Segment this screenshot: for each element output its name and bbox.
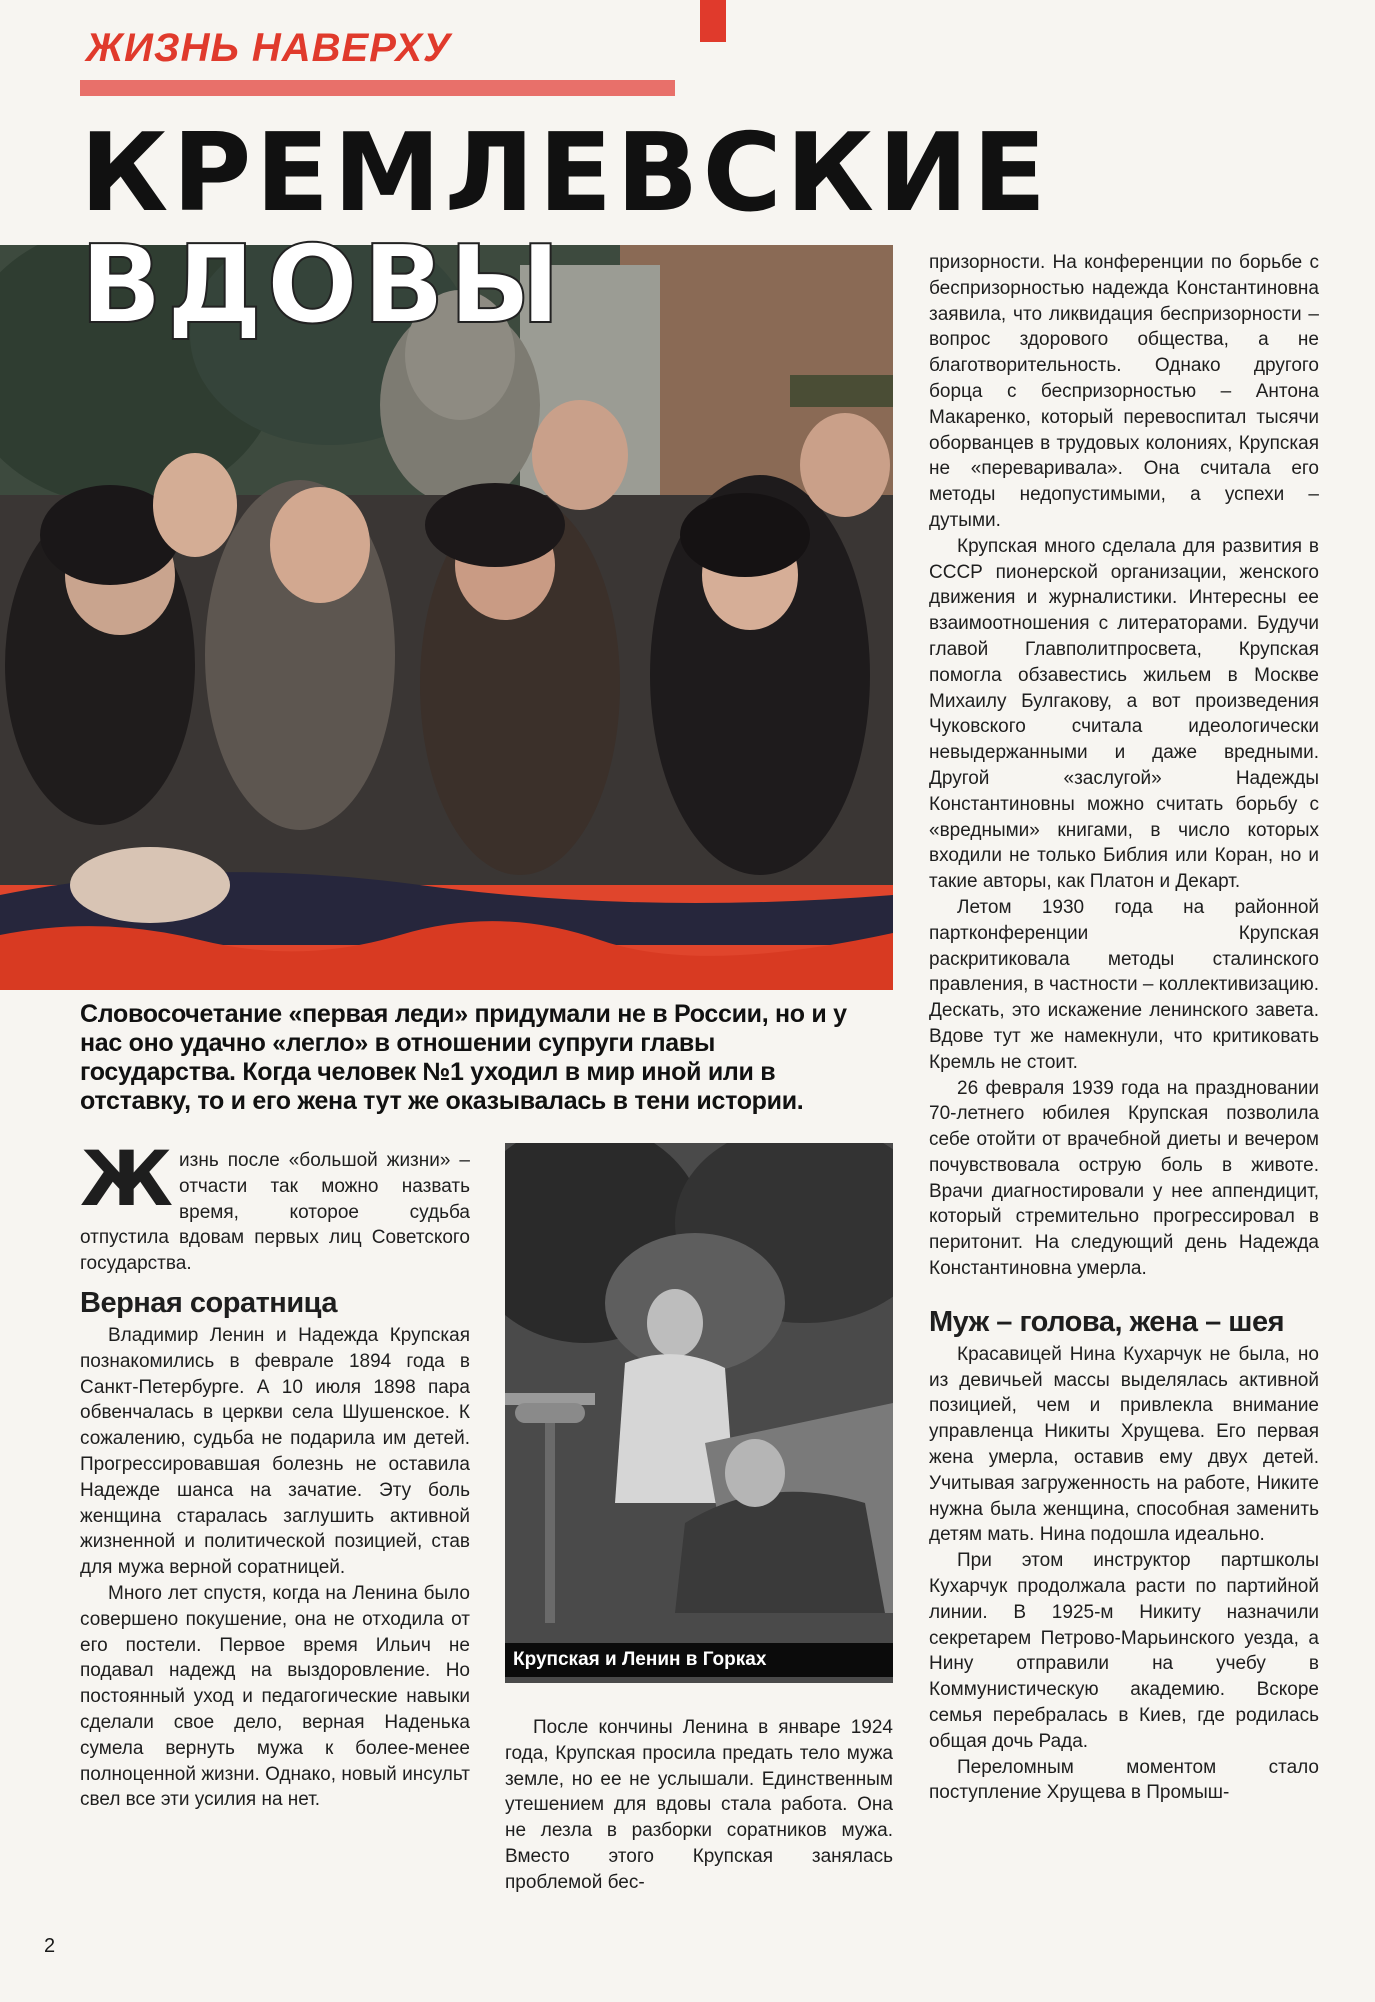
page-number: 2	[44, 1935, 56, 1957]
lead-paragraph: Словосочетание «первая леди» придумали не в России, но и у нас оно удачно «легло» в отношении супруги главы государства. Когда человек №1 уходил в мир иной или в отставку, то и его жена тут же оказывалась в тени истории.	[80, 1000, 847, 1115]
drop-cap: Ж	[80, 1134, 174, 1223]
paragraph: Летом 1930 года на районной партконференции Крупская раскритиковала методы сталинского правления, в частности – коллективизацию. Дескать, это искажение ленинского завета. Вдове тут же намекнули, что критиковать Кремль не стоит.	[929, 896, 1319, 1073]
funeral-photo	[0, 245, 893, 990]
paragraph: Красавицей Нина Кухарчук не была, но из девичьей массы выделялась активной позицией, чем и привлекла внимание управленца Никиты Хрущева. Его первая жена умерла, оставив ему двух детей. Учитывая загруженность на работе, Никите нужна была женщина, способная заменить детям мать. Нина подошла идеально.	[929, 1343, 1319, 1546]
paragraph: Переломным моментом стало поступление Хрущева в Промыш-	[929, 1756, 1319, 1804]
paragraph: После кончины Ленина в январе 1924 года, Крупская просила предать тело мужа земле, но ее не услышали. Единственным утешением для вдовы стала работа. Она не лезла в разборки соратников мужа. Вместо этого Крупская занялась проблемой бес-	[505, 1717, 893, 1893]
rubric-underline	[80, 80, 675, 96]
headline-line-2: ВДОВЫ	[80, 223, 565, 348]
paragraph: Много лет спустя, когда на Ленина было совершено покушение, она не отходила от его постели. Первое время Ильич не подавал надежд на выздоровление. Но постоянный уход и педагогические навыки сделали свое дело, верная Наденька сумела вернуть мужа к более-менее полноценной жизни. Однако, новый инсульт свел все эти усилия на нет.	[80, 1582, 470, 1811]
headline	[80, 111, 1051, 348]
intro-text: изнь после «большой жизни» – отчасти так можно назвать время, которое судьба отпустила вдовам первых лиц Советского государства.	[80, 1150, 470, 1275]
red-tab	[700, 0, 726, 42]
rubric: ЖИЗНЬ НАВЕРХУ	[86, 26, 452, 70]
photo-caption: Крупская и Ленин в Горках	[505, 1643, 893, 1677]
paragraph: При этом инструктор партшколы Кухарчук продолжала расти по партийной линии. В 1925-м Никиту назначили секретарем Петрово-Марьинского уезда, а Нину отправили на учебу в Коммунистическую академию. Вскоре семья перебралась в Киев, где родилась общая дочь Рада.	[929, 1550, 1319, 1752]
paragraph: призорности. На конференции по борьбе с беспризорностью надежда Константиновна заявила, что ликвидация беспризорности – вопрос здорового общества, а не благотворительность. Однако другого борца с беспризорностью – Антона Макаренко, который перевоспитал тысячи оборванцев в трудовых колониях, Крупская не «переваривала». Она считала его методы недопустимыми, а успехи – дутыми.	[929, 252, 1319, 531]
intro-paragraph	[80, 1134, 470, 1277]
paragraph: Крупская много сделала для развития в СССР пионерской организации, женского движения и журналистики. Интересны ее взаимоотношения с литераторами. Будучи главой Главполитпросвета, Крупская помогла обзавестись жильем в Москве Михаилу Булгакову, а вот произведения Чуковского считала идеологически невыдержанными и даже вредными. Другой «заслугой» Надежды Константиновны можно считать борьбу с «вредными» книгами, в число которых входили не только Библия или Коран, но и такие авторы, как Платон и Декарт.	[929, 535, 1319, 893]
paragraph: 26 февраля 1939 года на праздновании 70-летнего юбилея Крупская позволила себе отойти от врачебной диеты и вечером почувствовала острую боль в животе. Врачи диагностировали у нее аппендицит, который стремительно прогрессировал в перитонит. На следующий день Надежда Константиновна умерла.	[929, 1077, 1319, 1280]
section-title-2: Муж – голова, жена – шея	[929, 1305, 1284, 1338]
headline-line-1: КРЕМЛЕВСКИЕ	[80, 111, 1051, 236]
paragraph: Владимир Ленин и Надежда Крупская познакомились в феврале 1894 года в Санкт-Петербурге. А 10 июля 1898 пара обвенчалась в церкви села Шушенское. К сожалению, судьба не подарила им детей. Прогрессировавшая болезнь не оставила Надежде шанса на зачатие. Эту боль женщина старалась заглушить активной жизненной и политической позицией, став для мужа верной соратницей.	[80, 1324, 470, 1579]
column-middle	[505, 1715, 893, 1896]
column-left	[80, 1134, 470, 1813]
section-title-1: Верная соратница	[80, 1286, 337, 1319]
column-right	[929, 250, 1319, 1806]
krupskaya-lenin-photo	[505, 1143, 893, 1683]
